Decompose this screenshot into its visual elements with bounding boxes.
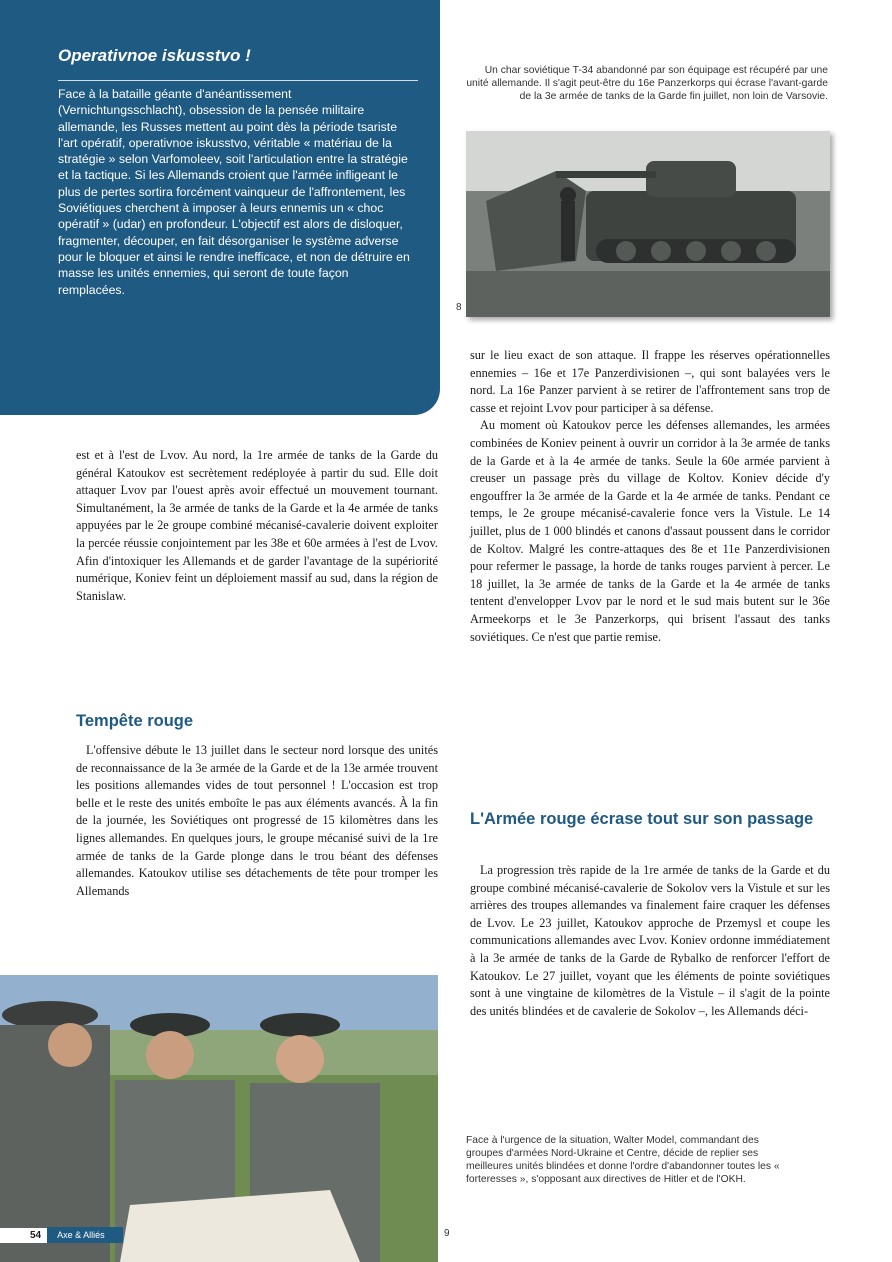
sidebar-divider: [58, 80, 418, 81]
left-column-text-2: [76, 742, 438, 900]
tank-photo-image: [466, 131, 830, 317]
photo-caption-top: Un char soviétique T-34 abandonné par son équipage est récupéré par une unité allemande. Il s'agit peut-être du 16e Panzerkorps qui écrase l'avant-garde de la 3e armée de tanks de la Garde fin juillet, non loin de Varsovie.: [466, 65, 828, 102]
right-paragraph-1: sur le lieu exact de son attaque. Il frappe les réserves opérationnelles ennemies – 16e et 17e Panzerdivisionen –, qui sont balayées vers le nord. La 16e Panzer parvient à se retirer de l'affrontement sans trop de casse et rejoint Lvov pour participer à sa défense.: [470, 348, 830, 415]
right-column-text-2: [470, 862, 830, 1020]
sidebar-title: Operativnoe iskusstvo !: [58, 46, 251, 65]
photo-caption-bottom: Face à l'urgence de la situation, Walter Model, commandant des groupes d'armées Nord-Ukraine et Centre, décide de replier ses meilleures unités blindées et donne l'ordre d'abandonner toutes les « forteresses », s'opposant aux directives de Hitler et de l'OKH.: [466, 1135, 780, 1185]
right-column-text: [470, 347, 830, 646]
officers-photo-number: 9: [444, 1228, 450, 1239]
page-number: 54: [0, 1228, 47, 1243]
tank-photo: [466, 131, 830, 317]
officers-photo: [0, 975, 438, 1262]
page-footer: [0, 1225, 123, 1245]
right-paragraph-2: Au moment où Katoukov perce les défenses allemandes, les armées combinées de Koniev peinent à ouvrir un corridor à la 3e armée de tanks de la Garde et à la 4e armée de tanks. Seule la 60e armée parvient à creuser un passage près du village de Koltov. Koniev décide d'y engouffrer la 3e armée de la Garde et la 4e armée de tanks. Pendant ce temps, le 2e groupe mécanisé-cavalerie fonce vers la Vistule. Le 14 juillet, plus de 1 000 blindés et canons d'assaut poussent dans le corridor de Koltov. Malgré les contre-attaques des 8e et 11e Panzerdivisionen pour refermer le passage, la horde de tanks rouges parvient à percer. Le 18 juillet, la 3e armée de tanks de la Garde et la 4e armée de tanks tentent d'envelopper Lvov par le nord et le sud mais butent sur le 36e Armeekorps et le 3e Panzerkorps, qui brisent l'assaut des tanks soviétiques. Ce n'est que partie remise.: [470, 418, 830, 644]
left-paragraph-2: L'offensive débute le 13 juillet dans le secteur nord lorsque des unités de reconnaissance de la 3e armée de la Garde et de la 13e armée trouvent les positions allemandes vides de tout personnel ! L'occasion est trop belle et le reste des unités emboîte le pas aux éléments avancés. À la fin de la journée, les Soviétiques ont progressé de 15 kilomètres dans les lignes allemandes. En quelques jours, le groupe mécanisé suivi de la 1re armée de tanks de la Garde plonge dans le trou béant des défenses allemandes. Katoukov utilise ses détachements de tête pour tromper les Allemands: [76, 743, 438, 898]
sidebar-paragraph: Face à la bataille géante d'anéantissement (Vernichtungsschlacht), obsession de la pensée militaire allemande, les Russes mettent au point dès la période tsariste l'art opératif, operativnoe iskusstvo, véritable « matériau de la stratégie » selon Varfomoleev, soit l'articulation entre la stratégie et la tactique. Si les Allemands croient que l'armée infligeant le plus de pertes sortira forcément vainqueur de l'affrontement, les Soviétiques cherchent à imposer à leurs ennemis un « choc opératif » (udar) en profondeur. L'objectif est alors de disloquer, fragmenter, découper, en fait désorganiser le système adverse pour le bloquer et ainsi le rendre inefficace, et non de détruire en masse les unités ennemies, qui seront de toute façon remplacées.: [58, 87, 410, 297]
left-paragraph-1: est et à l'est de Lvov. Au nord, la 1re armée de tanks de la Garde du général Katoukov est secrètement redéployée à partir du sud. Elle doit attaquer Lvov par l'ouest après avoir effectué un mouvement tournant. Simultanément, la 3e armée de tanks de la Garde et la 4e armée de tanks appuyées par le 2e groupe combiné mécanisé-cavalerie doivent exploiter la percée réussie conjointement par les 38e et 60e armées à l'est de Lvov. Afin d'intoxiquer les Allemands et de garder l'avantage de la supériorité numérique, Koniev feint un déploiement massif au sud, dans la région de Stanislaw.: [76, 448, 438, 603]
right-paragraph-3: La progression très rapide de la 1re armée de tanks de la Garde et du groupe combiné mécanisé-cavalerie de Sokolov vers la Vistule et sur les arrières des troupes allemandes va finalement faire craquer les défenses de Lvov. Le 23 juillet, Katoukov approche de Przemysl et coupe les communications allemandes avec Lvov. Koniev ordonne immédiatement à la 3e armée de tanks de la Garde de Rybalko de renforcer l'effort de Katoukov. Le 27 juillet, voyant que les éléments de pointe soviétiques sont à une vingtaine de kilomètres de la Vistule – il s'agit de la pointe des unités blindées et de cavalerie de Sokolov –, les Allemands déci-: [470, 863, 830, 1018]
sidebar-box: [0, 0, 440, 415]
officers-photo-image: [0, 975, 438, 1262]
section-heading-armee-rouge: L'Armée rouge écrase tout sur son passage: [470, 810, 814, 828]
section-heading-tempete: Tempête rouge: [76, 712, 194, 730]
tank-photo-number: 8: [456, 302, 462, 313]
sidebar-text: [58, 86, 414, 298]
magazine-name: Axe & Alliés: [47, 1227, 123, 1243]
left-column-text: [76, 447, 438, 605]
